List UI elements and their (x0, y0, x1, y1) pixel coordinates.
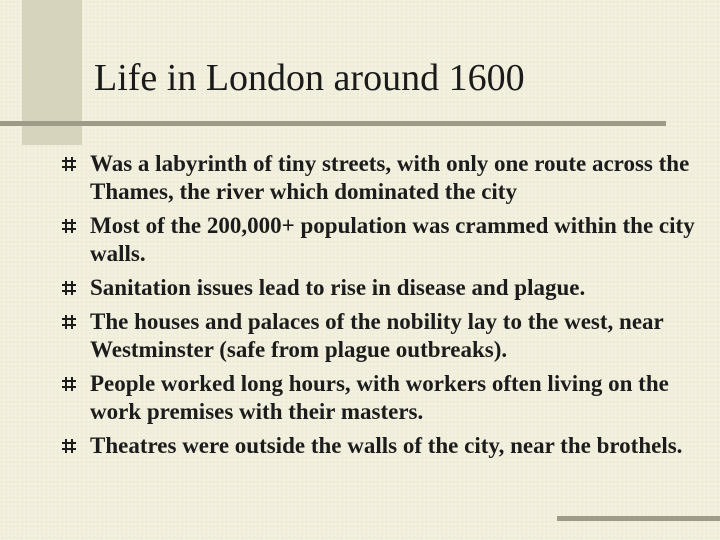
bullet-text: Most of the 200,000+ population was crammed within the city walls. (90, 213, 695, 266)
slide-title: Life in London around 1600 (94, 57, 525, 99)
hash-bullet-icon (61, 280, 77, 296)
bullet-list (61, 150, 711, 466)
decorative-title-underline (0, 121, 666, 126)
hash-bullet-icon (61, 438, 77, 454)
bullet-text: People worked long hours, with workers often living on the work premises with their masters. (90, 371, 669, 424)
bullet-text: Was a labyrinth of tiny streets, with only one route across the Thames, the river which dominated the city (90, 151, 690, 204)
bullet-item (61, 212, 711, 268)
bullet-text: The houses and palaces of the nobility lay to the west, near Westminster (safe from plague outbreaks). (90, 309, 664, 362)
bullet-item (61, 274, 711, 302)
hash-bullet-icon (61, 376, 77, 392)
bullet-text: Sanitation issues lead to rise in disease and plague. (90, 275, 586, 300)
bullet-item (61, 432, 711, 460)
bullet-text: Theatres were outside the walls of the city, near the brothels. (90, 433, 683, 458)
bullet-item (61, 308, 711, 364)
hash-bullet-icon (61, 218, 77, 234)
hash-bullet-icon (61, 314, 77, 330)
bullet-item (61, 370, 711, 426)
decorative-bottom-bar (557, 516, 720, 521)
bullet-item (61, 150, 711, 206)
hash-bullet-icon (61, 156, 77, 172)
